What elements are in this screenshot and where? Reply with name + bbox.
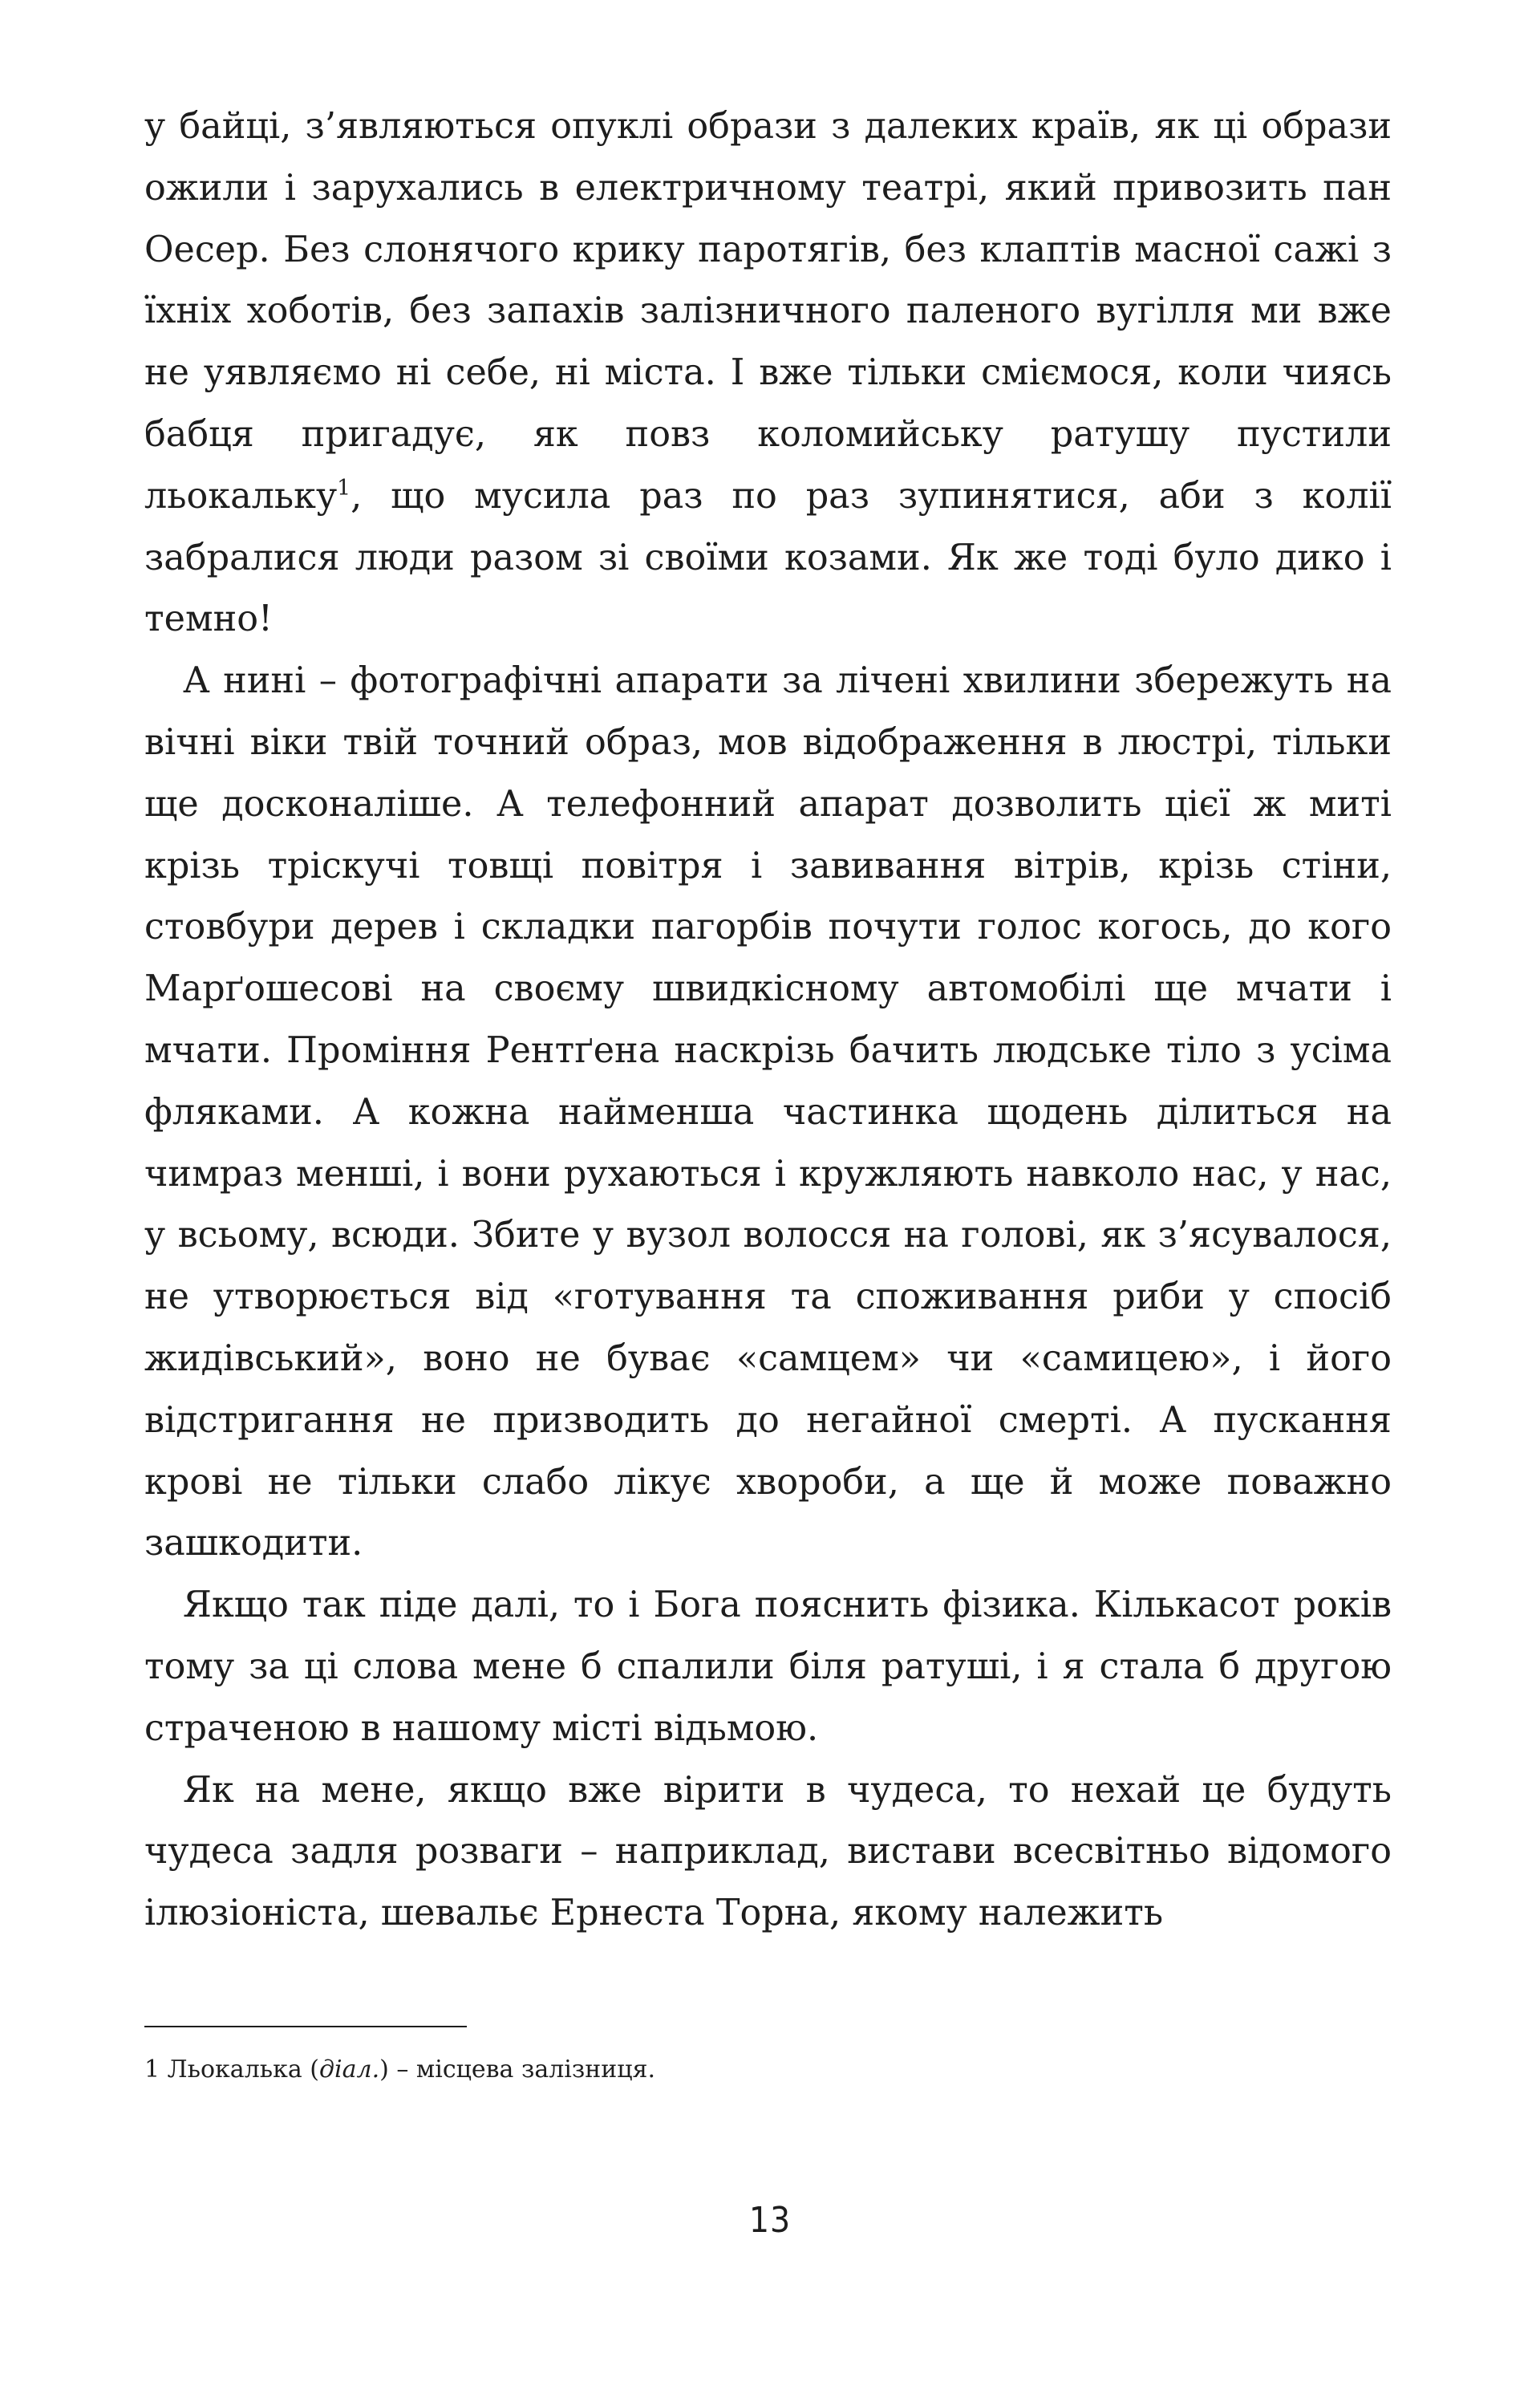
paragraph-1-text-after: , що мусила раз по раз зупинятися, аби з колії забралися люди разом зі своїми козами. Як же тоді було дико і темно!: [144, 475, 1392, 640]
footnote-definition: ) – місцева залізниця.: [379, 2055, 655, 2084]
footnote-number: 1: [144, 2055, 160, 2084]
paragraph-1: [144, 96, 1392, 651]
paragraph-3: Якщо так піде далі, то і Бога пояснить фізика. Кількасот років тому за ці слова мене б спалили біля ратуші, і я стала б другою страченою в нашому місті відьмою.: [144, 1585, 1392, 1749]
paragraph-4: Як на мене, якщо вже вірити в чудеса, то нехай це будуть чудеса задля розваги – наприклад, вистави всесвітньо відомого ілюзіоніста, шевальє Ернеста Торна, якому належить: [144, 1769, 1392, 1934]
paragraph-1-text-before: у байці, з’являються опуклі образи з далеких країв, як ці образи ожили і зарухались в електричному театрі, який привозить пан Оесер. Без слонячого крику паротягів, без клаптів масної сажі з їхніх хоботів, без запахів залізничного паленого вугілля ми вже не уявляємо ні себе, ні міста. І вже тільки сміємося, коли чиясь бабця пригадує, як повз коломийську ратушу пустили льокальку: [144, 106, 1392, 517]
paragraph-2: А нині – фотографічні апарати за лічені хвилини збережуть на вічні віки твій точний образ, мов відображення в люстрі, тільки ще досконаліше. А телефонний апарат дозволить цієї ж миті крізь тріскучі товщі повітря і завивання вітрів, крізь стіни, стовбури дерев і складки пагорбів почути голос когось, до кого Марґошесові на своєму швидкісному автомобілі ще мчати і мчати. Проміння Рентґена наскрізь бачить людське тіло з усіма фляками. А кожна найменша частинка щодень ділиться на чимраз менші, і вони рухаються і кружляють навколо нас, у нас, у всьому, всюди. Збите у вузол волосся на голові, як з’ясувалося, не утворюється від «готування та споживання риби у спосіб жидівський», воно не буває «самцем» чи «самицею», і його відстригання не призводить до негайної смерті. А пускання крові не тільки слабо лікує хвороби, а ще й може поважно зашкодити.: [144, 660, 1392, 1564]
footnote: [144, 2054, 1392, 2086]
footnote-reference[interactable]: 1: [337, 475, 351, 501]
footnote-divider: [144, 2026, 467, 2027]
footnote-term: Льокалька (: [160, 2055, 319, 2084]
footnote-gloss: діал.: [318, 2055, 380, 2084]
body-text: [144, 96, 1392, 1945]
page-number: 13: [748, 2200, 792, 2241]
